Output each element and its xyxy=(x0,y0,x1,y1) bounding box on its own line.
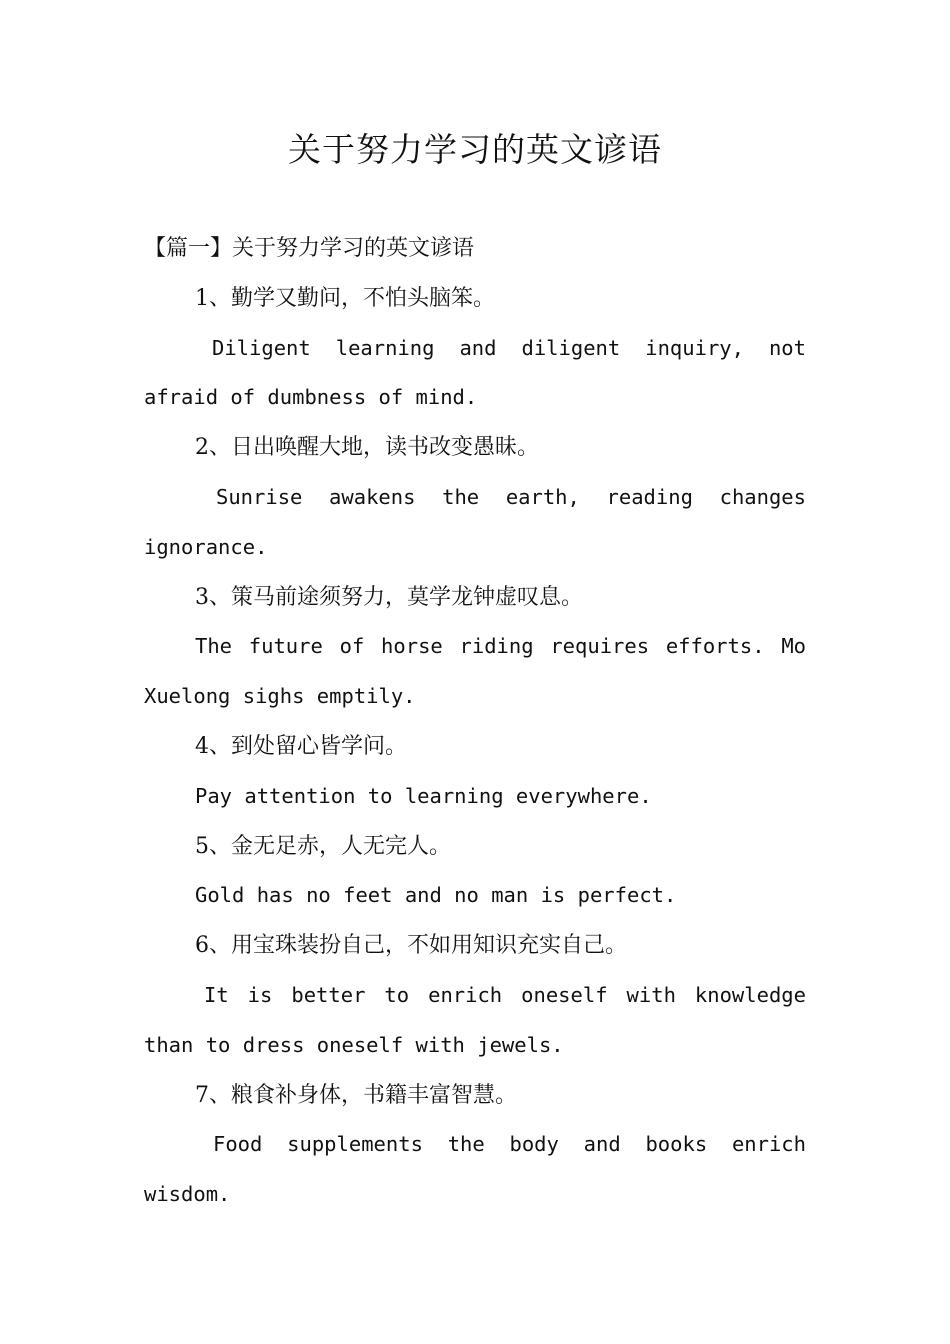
proverb-en-1-line1: Diligent learning and diligent inquiry, not xyxy=(212,335,806,360)
section-heading: 【篇一】关于努力学习的英文谚语 xyxy=(144,236,475,261)
document-title: 关于努力学习的英文谚语 xyxy=(288,130,662,169)
proverb-en-2-line2: ignorance. xyxy=(144,534,268,559)
proverb-en-4-line1: Pay attention to learning everywhere. xyxy=(195,783,652,808)
proverb-en-7-line2: wisdom. xyxy=(144,1182,231,1207)
proverb-en-5-line1: Gold has no feet and no man is perfect. xyxy=(195,883,677,908)
proverb-en-3-line1: The future of horse riding requires efforts. Mo xyxy=(195,634,806,659)
proverb-zh-7: 7、粮食补身体，书籍丰富智慧。 xyxy=(195,1082,517,1108)
proverb-en-7-line1: Food supplements the body and books enrich xyxy=(213,1132,806,1157)
proverb-en-1-line2: afraid of dumbness of mind. xyxy=(144,385,478,410)
proverb-zh-5: 5、金无足赤，人无完人。 xyxy=(195,833,451,859)
proverb-en-3-line2: Xuelong sighs emptily. xyxy=(144,684,416,709)
proverb-zh-6: 6、用宝珠装扮自己，不如用知识充实自己。 xyxy=(195,933,627,959)
document-body xyxy=(144,224,806,1220)
proverb-zh-2: 2、日出唤醒大地，读书改变愚昧。 xyxy=(195,435,539,461)
proverb-en-2-line1: Sunrise awakens the earth, reading changes xyxy=(216,484,806,509)
proverb-zh-4: 4、到处留心皆学问。 xyxy=(195,733,407,759)
proverb-zh-3: 3、策马前途须努力，莫学龙钟虚叹息。 xyxy=(195,584,583,610)
proverb-zh-1: 1、勤学又勤问，不怕头脑笨。 xyxy=(195,285,495,311)
proverb-en-6-line2: than to dress oneself with jewels. xyxy=(144,1032,564,1057)
proverb-en-6-line1: It is better to enrich oneself with knowledge xyxy=(204,982,806,1007)
